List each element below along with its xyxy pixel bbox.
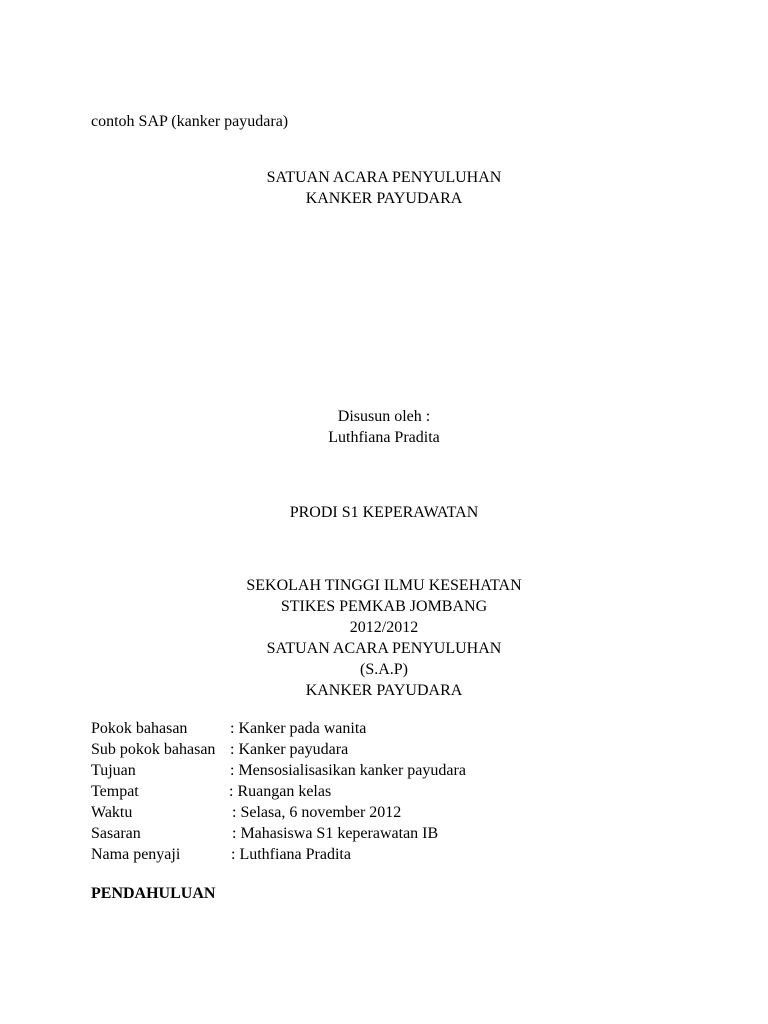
section-heading: PENDAHULUAN <box>91 885 216 902</box>
cover-title-line-2: KANKER PAYUDARA <box>305 190 463 207</box>
info-value: : Kanker pada wanita <box>230 720 367 737</box>
info-label: Tempat <box>91 783 139 800</box>
author-name: Luthfiana Pradita <box>328 429 440 446</box>
author-label: Disusun oleh : <box>337 408 431 425</box>
info-label: Tujuan <box>91 762 136 779</box>
sap-title-line-3: KANKER PAYUDARA <box>305 682 463 699</box>
info-label: Sasaran <box>91 825 141 842</box>
intro-line: contoh SAP (kanker payudara) <box>91 113 289 130</box>
institution-line-2: STIKES PEMKAB JOMBANG <box>280 598 488 615</box>
program-name: PRODI S1 KEPERAWATAN <box>289 504 479 521</box>
sap-title-line-1: SATUAN ACARA PENYULUHAN <box>266 640 502 657</box>
academic-year: 2012/2012 <box>349 619 419 636</box>
info-value: : Kanker payudara <box>230 741 349 758</box>
institution-line-1: SEKOLAH TINGGI ILMU KESEHATAN <box>246 577 522 594</box>
info-value: : Mahasiswa S1 keperawatan IB <box>232 825 439 842</box>
info-value: : Mensosialisasikan kanker payudara <box>230 762 466 779</box>
info-label: Pokok bahasan <box>91 720 188 737</box>
sap-title-line-2: (S.A.P) <box>359 661 408 678</box>
info-label: Sub pokok bahasan <box>91 741 216 758</box>
info-value: : Luthfiana Pradita <box>231 846 351 863</box>
cover-title-line-1: SATUAN ACARA PENYULUHAN <box>266 169 502 186</box>
info-value: : Ruangan kelas <box>229 783 332 800</box>
info-value: : Selasa, 6 november 2012 <box>232 804 402 821</box>
info-label: Nama penyaji <box>91 846 181 863</box>
info-label: Waktu <box>91 804 133 821</box>
